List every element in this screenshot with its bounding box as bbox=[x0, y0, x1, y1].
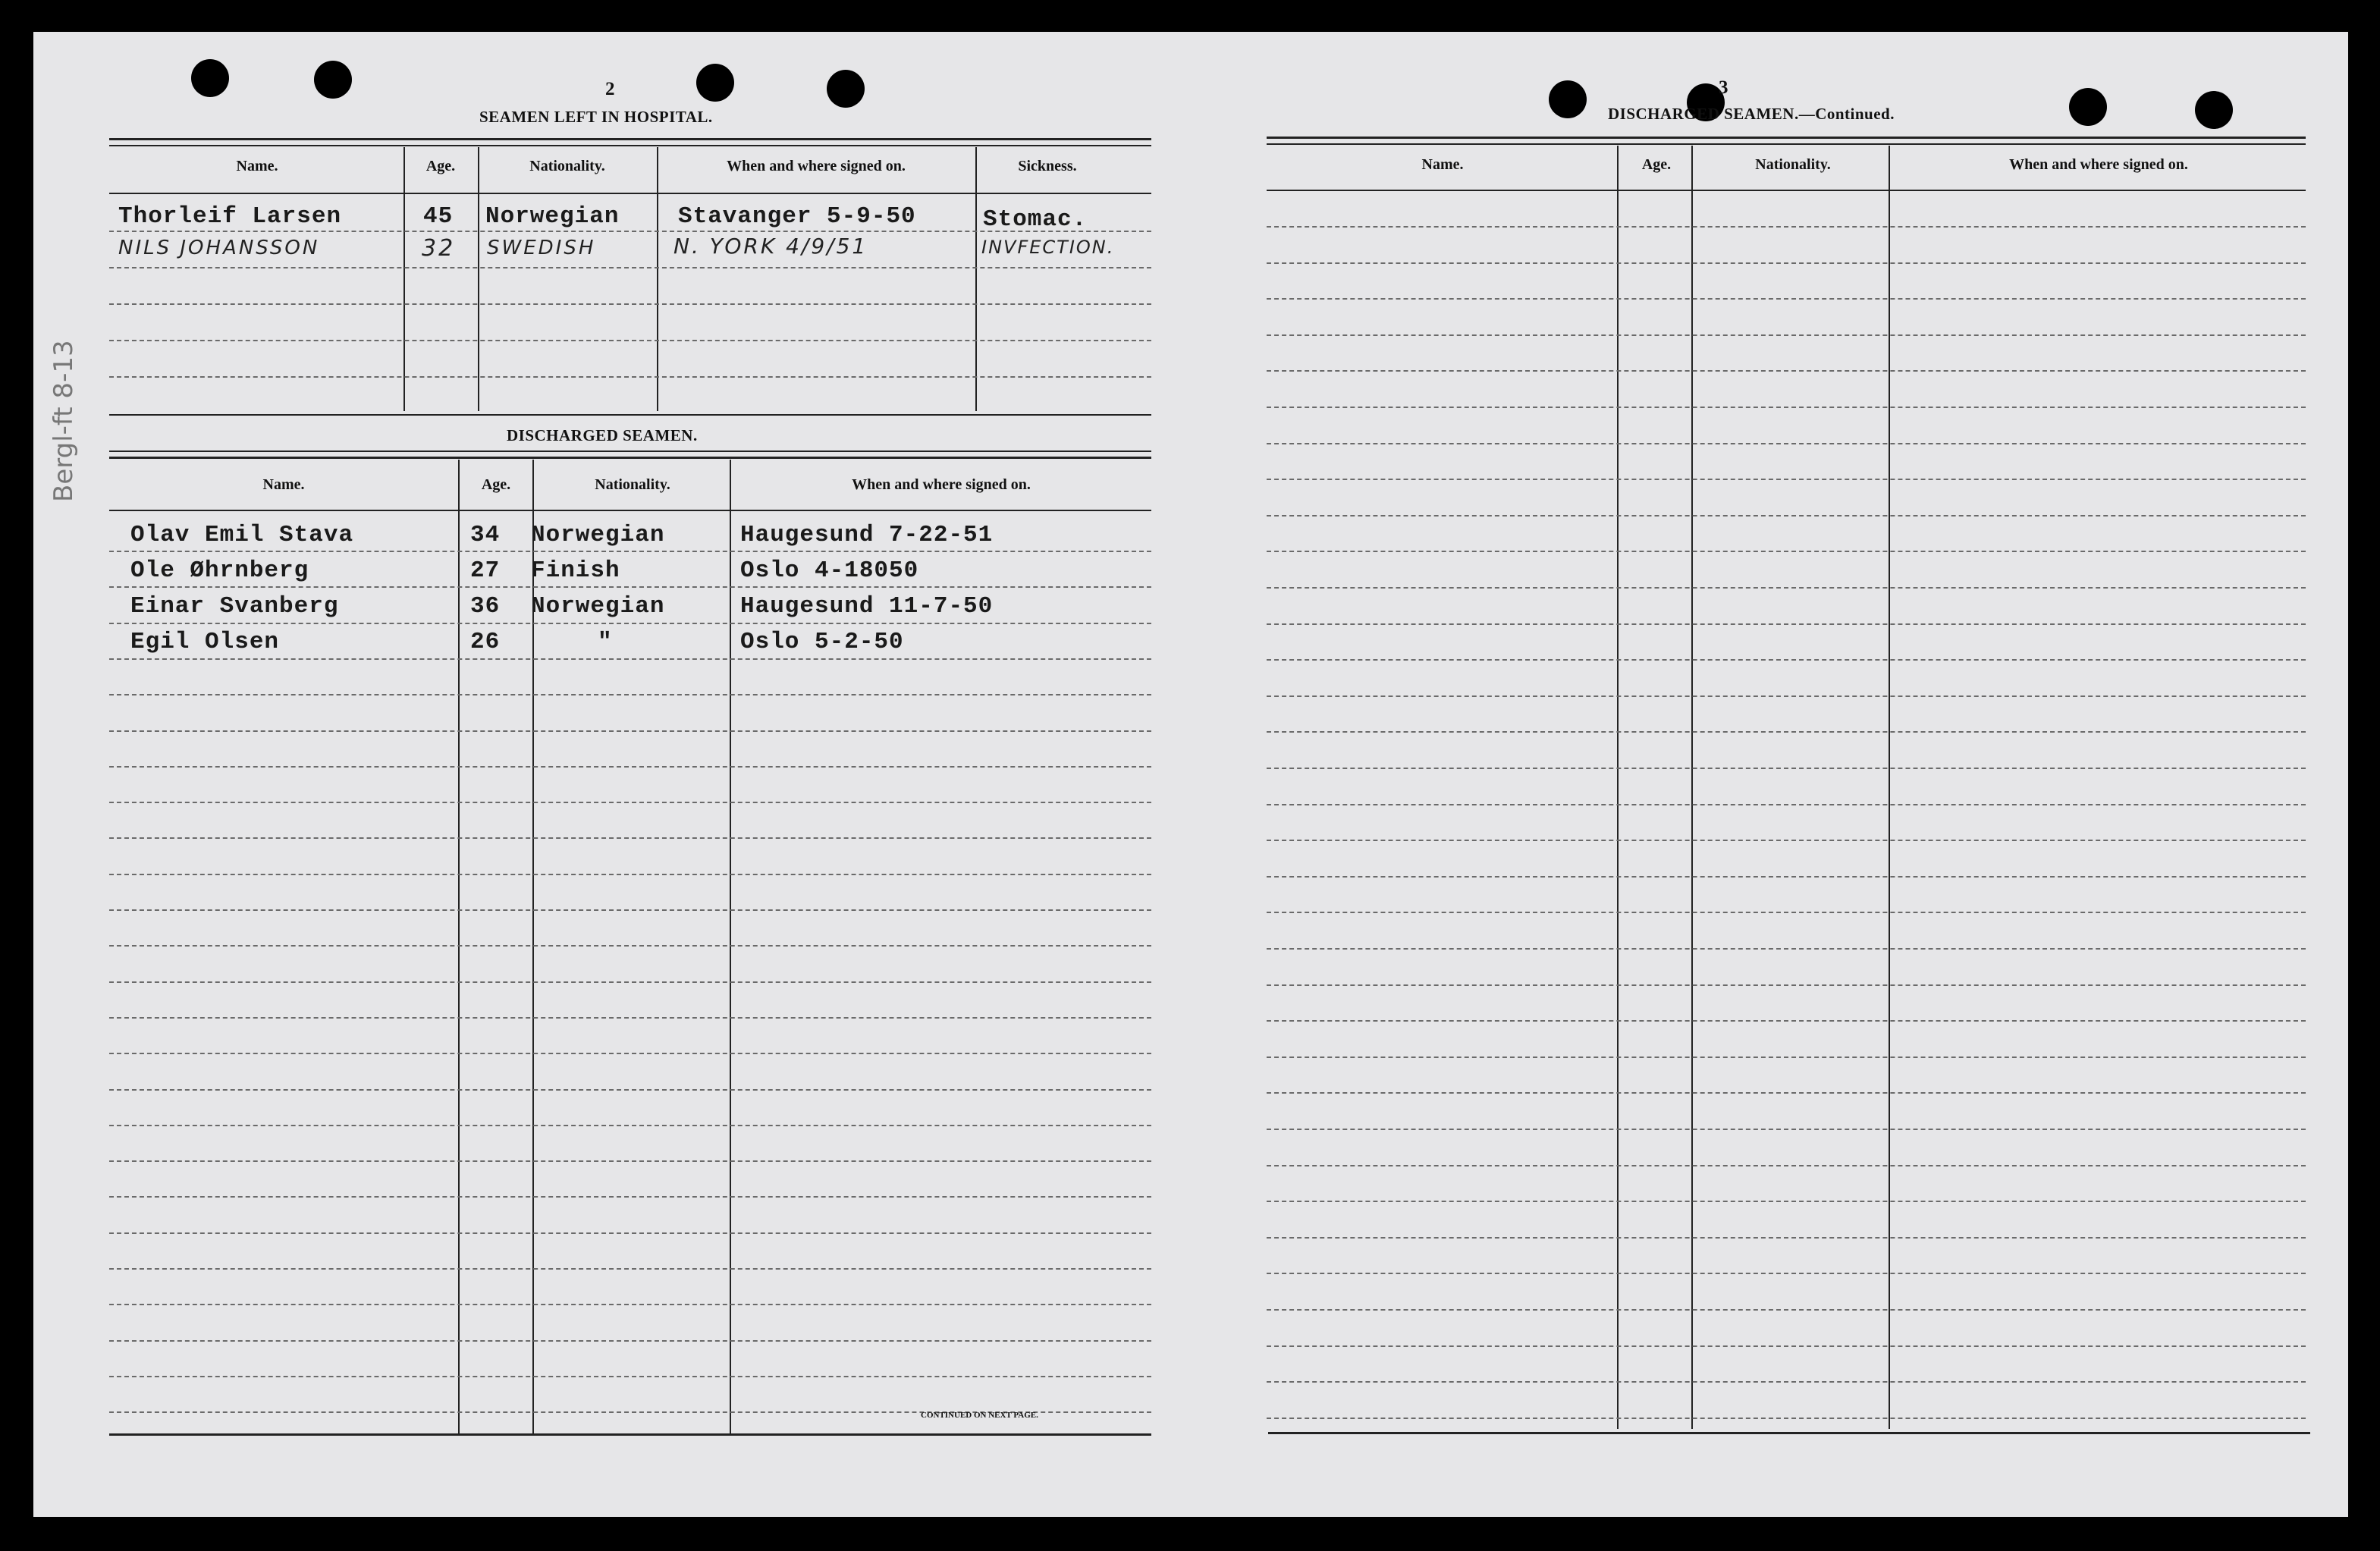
rule bbox=[109, 451, 1151, 452]
right-col-name: Name. bbox=[1421, 156, 1464, 173]
hospital-row-name: NILS JOHANSSON bbox=[118, 237, 320, 259]
row-rule bbox=[109, 909, 1151, 911]
punch-hole bbox=[314, 61, 352, 99]
row-rule bbox=[1267, 768, 2306, 769]
row-rule bbox=[1267, 1273, 2306, 1274]
row-rule bbox=[1267, 1237, 2306, 1239]
right-section-title: DISCHARGED SEAMEN.—Continued. bbox=[1608, 105, 1895, 123]
discharged-row-name: Einar Svanberg bbox=[130, 593, 339, 620]
right-col-signed-on: When and where signed on. bbox=[2009, 156, 2188, 173]
continued-footer: CONTINUED ON NEXT PAGE. bbox=[921, 1411, 1038, 1420]
row-rule bbox=[1267, 623, 2306, 625]
discharged-row-nationality: " bbox=[598, 629, 613, 655]
discharged-row-nationality: Norwegian bbox=[531, 522, 665, 548]
right-col-nationality: Nationality. bbox=[1755, 156, 1831, 173]
row-rule bbox=[1267, 551, 2306, 552]
row-rule bbox=[109, 623, 1151, 624]
row-rule bbox=[109, 945, 1151, 947]
row-rule bbox=[1267, 804, 2306, 805]
row-rule bbox=[109, 1232, 1151, 1234]
row-rule bbox=[1267, 334, 2306, 336]
row-rule bbox=[109, 874, 1151, 875]
right-page-number: 3 bbox=[1719, 77, 1728, 98]
row-rule bbox=[109, 1125, 1151, 1126]
row-rule bbox=[1267, 370, 2306, 372]
row-rule bbox=[1267, 443, 2306, 444]
hospital-col-sickness: Sickness. bbox=[1018, 158, 1077, 174]
row-rule bbox=[1267, 1345, 2306, 1347]
col-divider bbox=[478, 147, 479, 411]
row-rule bbox=[1267, 515, 2306, 516]
row-rule bbox=[1267, 695, 2306, 697]
discharged-row-name: Egil Olsen bbox=[130, 629, 280, 655]
manifest-sheet bbox=[33, 32, 2348, 1517]
rule bbox=[109, 138, 1151, 140]
row-rule bbox=[1267, 262, 2306, 264]
row-rule bbox=[1267, 1092, 2306, 1094]
hospital-row-name: Thorleif Larsen bbox=[118, 203, 342, 230]
rule bbox=[109, 457, 1151, 459]
row-rule bbox=[109, 658, 1151, 660]
discharged-row-age: 27 bbox=[470, 557, 501, 584]
row-rule bbox=[109, 730, 1151, 732]
discharged-row-nationality: Norwegian bbox=[531, 593, 665, 620]
row-rule bbox=[1267, 731, 2306, 733]
hospital-row-age: 45 bbox=[423, 203, 454, 230]
row-rule bbox=[1267, 984, 2306, 986]
discharged-row-signed-on: Haugesund 11-7-50 bbox=[740, 593, 994, 620]
punch-hole bbox=[2069, 88, 2107, 126]
discharged-row-name: Olav Emil Stava bbox=[130, 522, 354, 548]
hospital-col-name: Name. bbox=[236, 158, 278, 174]
row-rule bbox=[109, 551, 1151, 552]
row-rule bbox=[109, 981, 1151, 983]
row-rule bbox=[109, 694, 1151, 695]
row-rule bbox=[1267, 1020, 2306, 1022]
punch-hole bbox=[191, 59, 229, 97]
row-rule bbox=[109, 303, 1151, 305]
discharged-row-age: 34 bbox=[470, 522, 501, 548]
rule bbox=[109, 145, 1151, 146]
row-rule bbox=[1267, 1201, 2306, 1202]
rule bbox=[109, 414, 1151, 416]
discharged-row-age: 26 bbox=[470, 629, 501, 655]
discharged-col-age: Age. bbox=[481, 476, 511, 493]
row-rule bbox=[1267, 840, 2306, 841]
row-rule bbox=[109, 1268, 1151, 1270]
punch-hole bbox=[2195, 91, 2233, 129]
punch-hole bbox=[696, 64, 734, 102]
hospital-row-nationality: Norwegian bbox=[485, 203, 620, 230]
rule bbox=[1267, 143, 2306, 145]
row-rule bbox=[1267, 1165, 2306, 1166]
row-rule bbox=[109, 766, 1151, 768]
right-col-age: Age. bbox=[1641, 156, 1672, 173]
row-rule bbox=[1267, 479, 2306, 480]
discharged-row-nationality: Finish bbox=[531, 557, 620, 584]
row-rule bbox=[109, 1053, 1151, 1054]
row-rule bbox=[109, 1196, 1151, 1198]
rule bbox=[1268, 1432, 2310, 1434]
hospital-row-nationality: SWEDISH bbox=[487, 237, 596, 259]
row-rule bbox=[1267, 298, 2306, 300]
row-rule bbox=[109, 1304, 1151, 1305]
row-rule bbox=[1267, 587, 2306, 589]
row-rule bbox=[1267, 659, 2306, 661]
row-rule bbox=[109, 340, 1151, 341]
row-rule bbox=[109, 267, 1151, 268]
row-rule bbox=[109, 1376, 1151, 1377]
row-rule bbox=[109, 586, 1151, 588]
row-rule bbox=[1267, 226, 2306, 228]
rule bbox=[109, 1433, 1151, 1436]
row-rule bbox=[1267, 912, 2306, 913]
row-rule bbox=[1267, 1057, 2306, 1058]
row-rule bbox=[109, 376, 1151, 378]
row-rule bbox=[1267, 1309, 2306, 1311]
row-rule bbox=[1267, 876, 2306, 878]
hospital-section-title: SEAMEN LEFT IN HOSPITAL. bbox=[479, 108, 713, 126]
hospital-col-signed-on: When and where signed on. bbox=[727, 158, 906, 174]
row-rule bbox=[109, 1160, 1151, 1162]
row-rule bbox=[1267, 1418, 2306, 1419]
hospital-col-nationality: Nationality. bbox=[529, 158, 605, 174]
punch-hole bbox=[1549, 80, 1587, 118]
row-rule bbox=[1267, 407, 2306, 408]
hospital-row-age: 32 bbox=[422, 235, 456, 262]
row-rule bbox=[109, 1089, 1151, 1091]
row-rule bbox=[109, 837, 1151, 839]
hospital-row-signed-on: Stavanger 5-9-50 bbox=[678, 203, 916, 230]
row-rule bbox=[1267, 1129, 2306, 1130]
rule bbox=[1267, 190, 2306, 191]
discharged-row-signed-on: Haugesund 7-22-51 bbox=[740, 522, 994, 548]
hospital-row-sickness: Stomac. bbox=[983, 206, 1088, 233]
discharged-col-nationality: Nationality. bbox=[595, 476, 670, 493]
discharged-row-name: Ole Øhrnberg bbox=[130, 557, 309, 584]
hospital-row-signed-on: N. YORK 4/9/51 bbox=[673, 234, 868, 259]
discharged-row-age: 36 bbox=[470, 593, 501, 620]
rule bbox=[109, 193, 1151, 194]
row-rule bbox=[109, 1017, 1151, 1019]
row-rule bbox=[1267, 948, 2306, 950]
left-page-number: 2 bbox=[605, 79, 615, 99]
col-divider bbox=[975, 147, 977, 411]
discharged-col-signed-on: When and where signed on. bbox=[852, 476, 1031, 493]
discharged-section-title: DISCHARGED SEAMEN. bbox=[507, 426, 698, 444]
rule bbox=[109, 510, 1151, 511]
col-divider bbox=[403, 147, 405, 411]
discharged-col-name: Name. bbox=[262, 476, 305, 493]
discharged-row-signed-on: Oslo 4-18050 bbox=[740, 557, 919, 584]
margin-note: Bergl-ft 8-13 bbox=[49, 340, 79, 502]
punch-hole bbox=[827, 70, 865, 108]
row-rule bbox=[1267, 1381, 2306, 1383]
hospital-row-sickness: INVFECTION. bbox=[981, 237, 1115, 258]
col-divider bbox=[657, 147, 658, 411]
discharged-row-signed-on: Oslo 5-2-50 bbox=[740, 629, 904, 655]
row-rule bbox=[109, 1340, 1151, 1342]
rule bbox=[1267, 137, 2306, 139]
row-rule bbox=[109, 802, 1151, 803]
hospital-col-age: Age. bbox=[425, 158, 456, 174]
